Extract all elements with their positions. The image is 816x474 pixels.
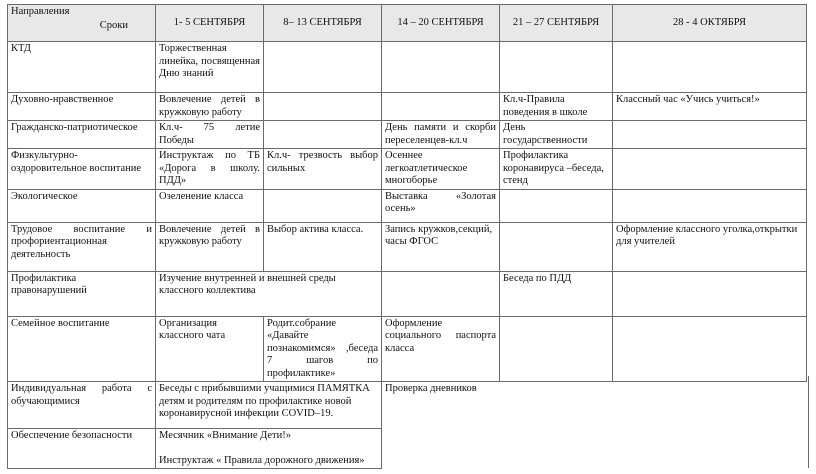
header-date-2: 8– 13 СЕНТЯБРЯ: [264, 5, 382, 42]
row-direction: Трудовое воспитание и профориентационная деятельность: [8, 222, 156, 271]
row-cell: [500, 42, 613, 93]
row-cell: Кл.ч- трезвость выбор сильных: [264, 149, 382, 190]
row-cell: Родит.собрание «Давайте познакомимся» ,беседа 7 шагов по профилактике»: [264, 316, 382, 382]
row-cell: Выставка «Золотая осень»: [382, 189, 500, 222]
table-row: [8, 222, 807, 271]
row-cell-merged: Изучение внутренней и внешней среды классного коллектива: [156, 271, 382, 316]
row-cell: День памяти и скорби переселенцев-кл.ч: [382, 121, 500, 149]
row-cell-merged: [156, 429, 382, 469]
header-corner-cell: [8, 5, 156, 42]
row-direction: Обеспечение безопасности: [8, 429, 156, 469]
row-direction: Физкультурно-оздоровительное воспитание: [8, 149, 156, 190]
row-cell: [264, 93, 382, 121]
table-row: [8, 316, 807, 382]
row-cell: Запись кружков,секций, часы ФГОС: [382, 222, 500, 271]
row-cell-merged: Проверка дневников: [382, 382, 807, 429]
row-cell-merged: Беседы с прибывшими учащимися ПАМЯТКА детям и родителям по профилактике новой коронавирусной инфекции COVID–19.: [156, 382, 382, 429]
row-cell: Кл.ч- 75 летие Победы: [156, 121, 264, 149]
table-row: [8, 93, 807, 121]
row-cell: Озеленение класса: [156, 189, 264, 222]
row-cell: Торжественная линейка, посвященная Дню знаний: [156, 42, 264, 93]
row-direction: Профилактика правонарушений: [8, 271, 156, 316]
header-date-5: 28 - 4 ОКТЯБРЯ: [613, 5, 807, 42]
row-cell: Вовлечение детей в кружковую работу: [156, 222, 264, 271]
row-cell-line: Инструктаж « Правила дорожного движения»: [159, 454, 365, 466]
row-direction: Семейное воспитание: [8, 316, 156, 382]
table-row: [8, 189, 807, 222]
row-cell: Оформление социального паспорта класса: [382, 316, 500, 382]
header-date-1: 1- 5 СЕНТЯБРЯ: [156, 5, 264, 42]
row-cell: Вовлечение детей в кружковую работу: [156, 93, 264, 121]
row-cell-line: Месячник «Внимание Дети!»: [159, 430, 292, 441]
plan-table: [7, 4, 807, 469]
row-cell: Организация классного чата: [156, 316, 264, 382]
row-cell: [500, 222, 613, 271]
row-cell: [264, 189, 382, 222]
table-row: [8, 42, 807, 93]
row-cell: [613, 271, 807, 316]
header-terms: Сроки: [99, 19, 128, 31]
row-cell: Классный час «Учись учиться!»: [613, 93, 807, 121]
row-cell: Инструктаж по ТБ «Дорога в школу. ПДД»: [156, 149, 264, 190]
header-date-4: 21 – 27 СЕНТЯБРЯ: [500, 5, 613, 42]
row-cell: [613, 42, 807, 93]
row-direction: Духовно-нравственное: [8, 93, 156, 121]
row-cell: [382, 271, 500, 316]
row-cell: [264, 42, 382, 93]
row-cell: [264, 121, 382, 149]
row-cell: [613, 121, 807, 149]
header-directions: Направления: [11, 6, 70, 17]
row-cell: [500, 189, 613, 222]
row-cell: Беседа по ПДД: [500, 271, 613, 316]
row-cell: [613, 149, 807, 190]
header-row: [8, 5, 807, 42]
row-cell: [500, 316, 613, 382]
row-cell: [382, 93, 500, 121]
row-cell: Кл.ч-Правила поведения в школе: [500, 93, 613, 121]
row-cell: Оформление классного уголка,открытки для учителей: [613, 222, 807, 271]
row-cell: [613, 316, 807, 382]
row-direction: Экологическое: [8, 189, 156, 222]
header-date-3: 14 – 20 СЕНТЯБРЯ: [382, 5, 500, 42]
row-cell: [382, 42, 500, 93]
row-cell: День государственности: [500, 121, 613, 149]
table-row: [8, 121, 807, 149]
table-row: [8, 149, 807, 190]
empty-area: [382, 429, 807, 469]
row-direction: КТД: [8, 42, 156, 93]
row-cell: Выбор актива класса.: [264, 222, 382, 271]
row-direction: Гражданско-патриотическое: [8, 121, 156, 149]
table-row: [8, 382, 807, 429]
right-border-fragment: [808, 376, 809, 468]
table-row: [8, 429, 807, 469]
row-cell: Профилактика коронавируса –беседа, стенд: [500, 149, 613, 190]
row-direction: Индивидуальная работа с обучающимися: [8, 382, 156, 429]
table-row: [8, 271, 807, 316]
row-cell: Осеннее легкоатлетическое многоборье: [382, 149, 500, 190]
row-cell: [613, 189, 807, 222]
